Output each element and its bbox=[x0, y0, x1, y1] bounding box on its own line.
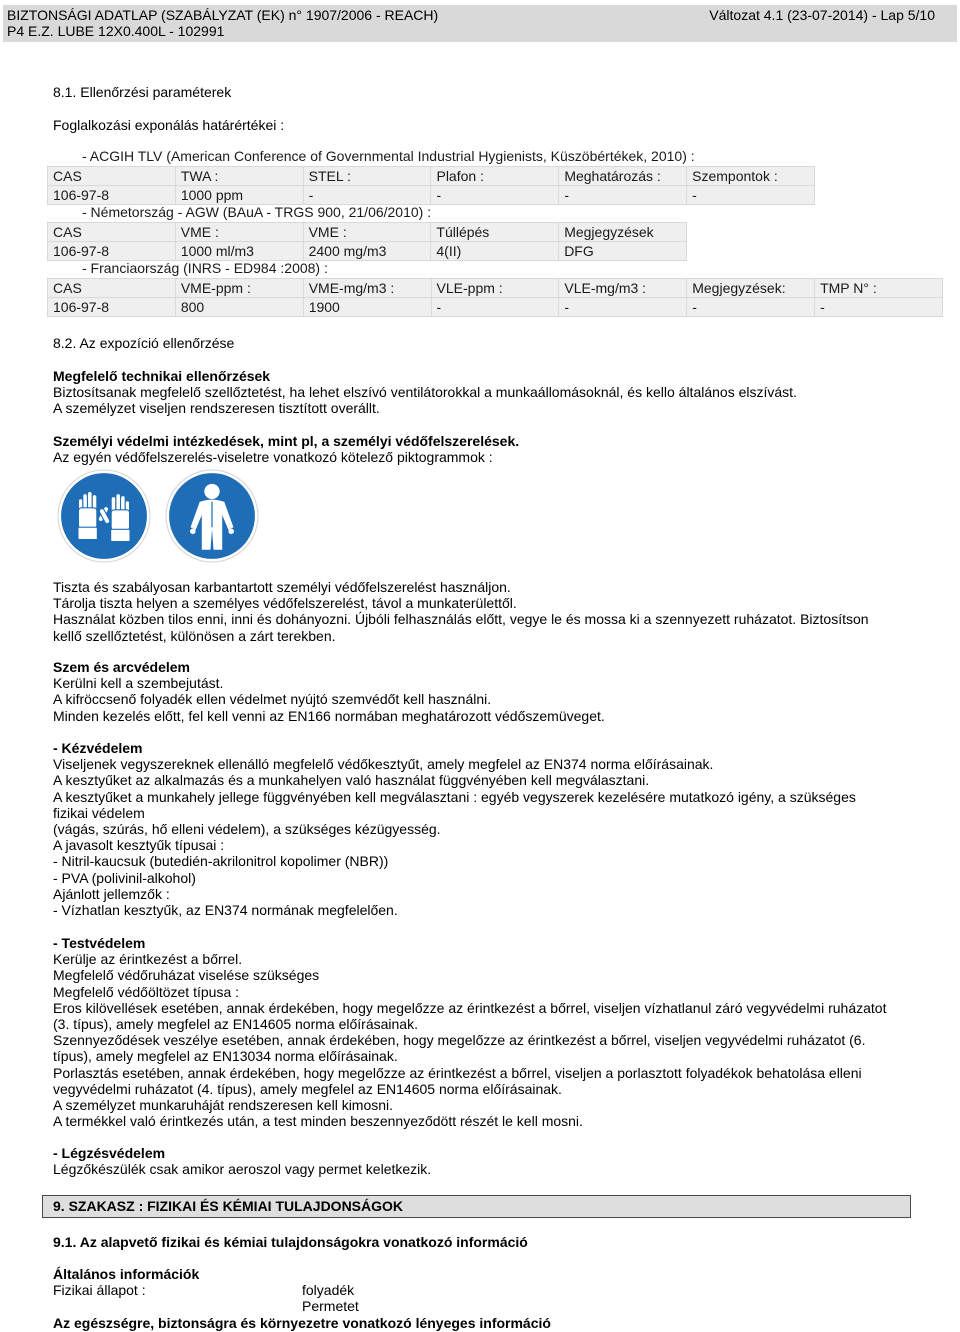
table-header-cell: CAS bbox=[48, 167, 176, 186]
glove-palm bbox=[111, 510, 129, 530]
table-cell: - bbox=[687, 298, 815, 317]
table-cell: 106-97-8 bbox=[48, 186, 176, 205]
text-line: típus), amely megfelel az EN13034 norma előírásainak. bbox=[53, 1048, 398, 1065]
text-line: Kerülni kell a szembejutást. bbox=[53, 675, 224, 692]
table-cell: 1900 bbox=[303, 298, 431, 317]
table-row bbox=[48, 186, 815, 205]
text-line: Szennyeződések veszélye esetében, annak érdekében, hogy megelőzze az érintkezést a bőrrel, viseljen vegyvédelmi ruházatot (6. bbox=[53, 1032, 866, 1049]
text-line: Porlasztás esetében, annak érdekében, hogy megelőzze az érintkezést a bőrrel, viseljen a porlasztott folyadékok behatolása elleni bbox=[53, 1064, 862, 1081]
general-information-heading: Általános információk bbox=[53, 1266, 200, 1282]
table-header-row bbox=[48, 223, 687, 242]
product-name: P4 E.Z. LUBE 12X0.400L - 102991 bbox=[7, 23, 225, 39]
france-inrs-heading: - Franciaország (INRS - ED984 :2008) : bbox=[82, 260, 328, 276]
respiratory-protection-heading: - Légzésvédelem bbox=[53, 1145, 166, 1161]
coverall-hand bbox=[190, 529, 196, 535]
version-and-page: Változat 4.1 (23-07-2014) - Lap 5/10 bbox=[709, 7, 935, 23]
text-line: Légzőkészülék csak amikor aeroszol vagy permet keletkezik. bbox=[53, 1161, 432, 1178]
text-line: A kesztyűket az alkalmazás és a munkahelyen való használat függvényében kell megválasztani. bbox=[53, 772, 650, 789]
text-line: Viseljenek vegyszereknek ellenálló megfelelő védőkesztyűt, amely megfelel az EN374 norma előírásainak. bbox=[53, 756, 714, 773]
health-safety-environment-heading: Az egészségre, biztonságra és környezetre vonatkozó lényeges információ bbox=[53, 1314, 551, 1331]
technical-controls-heading: Megfelelő technikai ellenőrzések bbox=[53, 368, 271, 384]
table-cell: - bbox=[431, 186, 559, 205]
germany-limit-table bbox=[47, 222, 687, 261]
technical-controls bbox=[53, 368, 797, 417]
table-cell: DFG bbox=[559, 242, 687, 261]
table-cell: 4(II) bbox=[431, 242, 559, 261]
glove-cuff bbox=[111, 529, 130, 541]
text-line: (3. típus), amely megfelel az EN14605 norma előírásainak. bbox=[53, 1015, 418, 1032]
physical-state-value: Permetet bbox=[302, 1298, 359, 1315]
table-header-cell: VME-ppm : bbox=[175, 279, 303, 298]
table-cell: - bbox=[687, 186, 815, 205]
text-line: A személyzet viseljen rendszeresen tisztított overállt. bbox=[53, 400, 380, 417]
section-9-1-title: 9.1. Az alapvető fizikai és kémiai tulajdonságokra vonatkozó információ bbox=[53, 1234, 528, 1250]
section-8-2-title: 8.2. Az expozíció ellenőrzése bbox=[53, 335, 235, 351]
exposure-limits-label: Foglalkozási exponálás határértékei : bbox=[53, 117, 285, 133]
table-cell: - bbox=[303, 186, 431, 205]
text-line: Megfelelő védőruházat viselése szükséges bbox=[53, 967, 320, 984]
table-header-cell: VLE-mg/m3 : bbox=[559, 279, 687, 298]
table-header-cell: Szempontok : bbox=[687, 167, 815, 186]
page-header bbox=[3, 5, 957, 42]
eye-protection bbox=[53, 659, 605, 724]
section-9-banner bbox=[42, 1195, 911, 1218]
table-header-cell: VME : bbox=[303, 223, 431, 242]
text-line: A termékkel való érintkezés után, a test minden beszennyeződött részét le kell mosni. bbox=[53, 1113, 583, 1130]
document-title: BIZTONSÁGI ADATLAP (SZABÁLYZAT (EK) n° 1907/2006 - REACH) bbox=[7, 7, 439, 23]
physical-state-value: folyadék bbox=[302, 1282, 355, 1299]
table-cell: 2400 mg/m3 bbox=[303, 242, 431, 261]
table-header-cell: CAS bbox=[48, 223, 176, 242]
general-information bbox=[53, 1266, 551, 1331]
text-line: A személyzet munkaruháját rendszeresen kell kimosni. bbox=[53, 1096, 394, 1113]
section-8-1-title: 8.1. Ellenőrzési paraméterek bbox=[53, 84, 232, 100]
text-line: Használat közben tilos enni, inni és dohányozni. Újbóli felhasználás előtt, vegye le és mossa ki a szennyezett ruházatot. Biztosítson bbox=[53, 611, 869, 628]
protective-gloves-icon bbox=[57, 469, 151, 563]
text-line: Tárolja tiszta helyen a személyes védőfelszerelést, távol a munkaterülettől. bbox=[53, 595, 517, 612]
body-protection-heading: - Testvédelem bbox=[53, 935, 146, 951]
table-header-cell: VME-mg/m3 : bbox=[303, 279, 431, 298]
table-header-cell: Plafon : bbox=[431, 167, 559, 186]
text-line: kellő szellőztetést, különösen a zárt terekben. bbox=[53, 627, 336, 644]
table-header-cell: Túllépés bbox=[431, 223, 559, 242]
table-header-cell: CAS bbox=[48, 279, 176, 298]
text-line: A javasolt kesztyűk típusai : bbox=[53, 837, 225, 854]
coverall-hood bbox=[204, 484, 219, 499]
protective-clothing-icon bbox=[165, 469, 259, 563]
germany-agw-heading: - Németország - AGW (BAuA - TRGS 900, 21/06/2010) : bbox=[82, 204, 432, 220]
hand-protection-heading: - Kézvédelem bbox=[53, 740, 143, 756]
acgih-limit-table bbox=[47, 166, 815, 205]
pictogram-intro: Az egyén védőfelszerelés-viseletre vonatkozó kötelező piktogrammok : bbox=[53, 449, 493, 466]
table-cell: 106-97-8 bbox=[48, 242, 176, 261]
text-line: Megfelelő védőöltözet típusa : bbox=[53, 983, 240, 1000]
section-9-title: 9. SZAKASZ : FIZIKAI ÉS KÉMIAI TULAJDONSÁGOK bbox=[53, 1198, 404, 1214]
text-line: Biztosítsanak megfelelő szellőztetést, ha lehet elszívó ventilátorokkal a munkaállomásoknál, és kello általános elszívást. bbox=[53, 384, 797, 401]
table-cell: 800 bbox=[175, 298, 303, 317]
table-header-row bbox=[48, 167, 815, 186]
table-header-cell: VLE-ppm : bbox=[431, 279, 559, 298]
text-line: - Nitril-kaucsuk (butedién-akrilonitrol kopolimer (NBR)) bbox=[53, 853, 389, 870]
text-line: - Vízhatlan kesztyűk, az EN374 normának megfelelően. bbox=[53, 901, 398, 918]
table-row bbox=[48, 298, 943, 317]
personal-protection-heading: Személyi védelmi intézkedések, mint pl, a személyi védőfelszerelések. bbox=[53, 433, 520, 449]
table-header-cell: VME : bbox=[175, 223, 303, 242]
coverall-hand bbox=[228, 529, 234, 535]
table-cell: 1000 ml/m3 bbox=[175, 242, 303, 261]
body-protection bbox=[53, 935, 886, 1129]
physical-state-row bbox=[53, 1282, 551, 1298]
table-header-cell: Megjegyzések: bbox=[687, 279, 815, 298]
physical-state-label: Fizikai állapot : bbox=[53, 1282, 146, 1299]
table-cell: 1000 ppm bbox=[175, 186, 303, 205]
table-header-cell: TMP N° : bbox=[815, 279, 943, 298]
france-limit-table bbox=[47, 278, 943, 317]
text-line: Eros kilövellések esetében, annak érdekében, hogy megelőzze az érintkezést a bőrrel, viseljen vízhatlanul záró vegyvédelmi ruházatot bbox=[53, 999, 887, 1016]
text-line: (vágás, szúrás, hő elleni védelem), a szükséges kézügyesség. bbox=[53, 820, 441, 837]
hand-protection bbox=[53, 740, 856, 918]
table-cell: - bbox=[431, 298, 559, 317]
table-cell: 106-97-8 bbox=[48, 298, 176, 317]
table-header-cell: STEL : bbox=[303, 167, 431, 186]
text-line: fizikai védelem bbox=[53, 804, 145, 821]
table-cell: - bbox=[815, 298, 943, 317]
table-cell: - bbox=[559, 298, 687, 317]
respiratory-protection bbox=[53, 1145, 431, 1177]
glove-cuff bbox=[78, 527, 97, 539]
text-line: - PVA (polivinil-alkohol) bbox=[53, 869, 196, 886]
ppe-general-text bbox=[53, 579, 869, 644]
text-line: Ajánlott jellemzők : bbox=[53, 885, 170, 902]
text-line: Tiszta és szabályosan karbantartott személyi védőfelszerelést használjon. bbox=[53, 579, 511, 595]
text-line: Kerülje az érintkezést a bőrrel. bbox=[53, 951, 243, 968]
table-cell: - bbox=[559, 186, 687, 205]
table-header-row bbox=[48, 279, 943, 298]
eye-protection-heading: Szem és arcvédelem bbox=[53, 659, 190, 675]
text-line: A kifröccsenő folyadék ellen védelmet nyújtó szemvédőt kell használni. bbox=[53, 691, 492, 708]
table-row bbox=[48, 242, 687, 261]
acgih-heading: - ACGIH TLV (American Conference of Governmental Industrial Hygienists, Küszöbértékek, 2010) : bbox=[82, 148, 695, 164]
table-header-cell: TWA : bbox=[175, 167, 303, 186]
text-line: Minden kezelés előtt, fel kell venni az EN166 normában meghatározott védőszemüveget. bbox=[53, 707, 605, 724]
text-line: vegyvédelmi ruházatot (4. típus), amely megfelel az EN14605 norma előírásainak. bbox=[53, 1080, 562, 1097]
glove-palm bbox=[78, 508, 96, 528]
personal-protection bbox=[53, 433, 519, 465]
text-line: A kesztyűket a munkahely jellege függvényében kell megválasztani : egyéb vegyszerek kezelésére mutatkozó igény, a szükséges bbox=[53, 788, 856, 805]
table-header-cell: Meghatározás : bbox=[559, 167, 687, 186]
table-header-cell: Megjegyzések bbox=[559, 223, 687, 242]
